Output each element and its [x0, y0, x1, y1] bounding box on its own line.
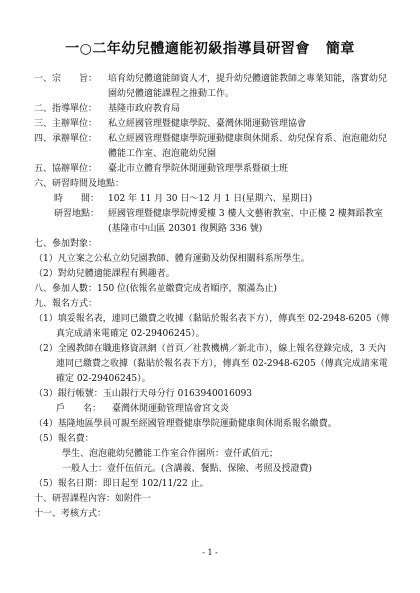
section-label: 四、承辦單位：	[34, 134, 98, 144]
registration-payee	[34, 402, 390, 417]
section-host	[34, 132, 390, 162]
section-text: 基隆市政府教育局	[108, 104, 181, 114]
section-text: 私立經國管理暨健康學院、臺灣休閒運動管理協會	[108, 119, 307, 129]
section-curriculum: 十、研習課程內容：如附件一	[34, 494, 152, 504]
time-label: 時 間：	[54, 194, 100, 204]
section-label: 一、宗 旨：	[34, 74, 98, 84]
section-organizer	[34, 117, 390, 132]
document-body	[34, 72, 390, 522]
payee-label: 戶 名：	[56, 404, 102, 414]
section-capacity: 八、參加人數：150 位(依報名並繳費完成者順序，額滿為止)	[34, 284, 278, 294]
schedule-place	[34, 207, 390, 237]
registration-item-bank	[34, 387, 390, 402]
registration-item-online: （2）全國教師在職進修資訊網（首頁／社教機構／新北市），線上報名登錄完成，3 天內連同已繳費之收據（黏貼於報名表下方），傳真至 02-2948-6205（傳真完成請來電確定 02-29406245）。	[34, 344, 388, 384]
section-text: 私立經國管理暨健康學院運動健康與休閒系、幼兒保育系、泡泡龍幼兒體能工作室、泡泡龍幼兒園	[108, 134, 388, 159]
bank-label: （3）銀行帳號：	[34, 389, 103, 399]
section-schedule-heading: 六、研習時間及地點：	[34, 179, 125, 189]
section-text: 臺北市立體育學院休閒運動管理學系暨碩士班	[108, 164, 289, 174]
page-number: - 1 -	[202, 548, 218, 557]
participants-item: （2）對幼兒體適能課程有興趣者。	[34, 269, 175, 279]
fee-student: 學生、泡泡龍幼兒體能工作室合作園所：壹仟貳佰元；	[62, 449, 279, 459]
section-advisor	[34, 102, 390, 117]
section-label: 二、指導單位：	[34, 104, 98, 114]
section-purpose	[34, 72, 390, 102]
registration-deadline: （5）報名日期：即日起至 102/11/22 止。	[34, 479, 209, 489]
section-co-organizer	[34, 162, 390, 177]
time-value: 102 年 11 月 30 日～12 月 1 日(星期六、星期日)	[108, 194, 313, 204]
section-label: 五、協辦單位：	[34, 164, 98, 174]
section-assessment: 十一、考核方式：	[34, 509, 107, 519]
section-participants-heading: 七、參加對象：	[34, 239, 98, 249]
registration-item-keelung: （4）基隆地區學員可親至經國管理暨健康學院運動健康與休閒系報名繳費。	[34, 419, 337, 429]
schedule-time	[34, 192, 390, 207]
place-value: 經國管理暨健康學院博愛樓 3 樓人文藝術教室、中正樓 2 樓舞蹈教室(基隆市中山區 20301 復興路 336 號)	[108, 209, 383, 234]
fee-general: 一般人士：壹仟伍佰元。(含講義、餐點、保險、考照及授證費)	[62, 464, 313, 474]
title-main: 一○二年幼兒體適能初級指導員研習會	[65, 41, 310, 57]
title-suffix: 簡章	[325, 41, 355, 57]
bank-account: 玉山銀行天母分行 0163940016093	[102, 389, 253, 399]
place-label: 研習地點：	[54, 209, 100, 219]
participants-item: （1）凡立案之公私立幼兒園教師、體育運動及幼保相關科系所學生。	[34, 254, 310, 264]
section-text: 培育幼兒體適能師資人才，提升幼兒體適能教師之專業知能，落實幼兒園幼兒體適能課程之推動工作。	[108, 74, 388, 99]
section-registration-heading: 九、報名方式：	[34, 299, 98, 309]
section-label: 三、主辦單位：	[34, 119, 98, 129]
payee-value: 臺灣休閒運動管理協會宮文炎	[112, 404, 230, 414]
registration-fee-heading: （5）報名費：	[34, 434, 94, 444]
page-title	[0, 38, 420, 58]
registration-item-fax: （1）填妥報名表，連同已繳費之收據（黏貼於報名表下方），傳真至 02-2948-6205（傳真完成請來電確定 02-29406245）。	[34, 314, 390, 339]
